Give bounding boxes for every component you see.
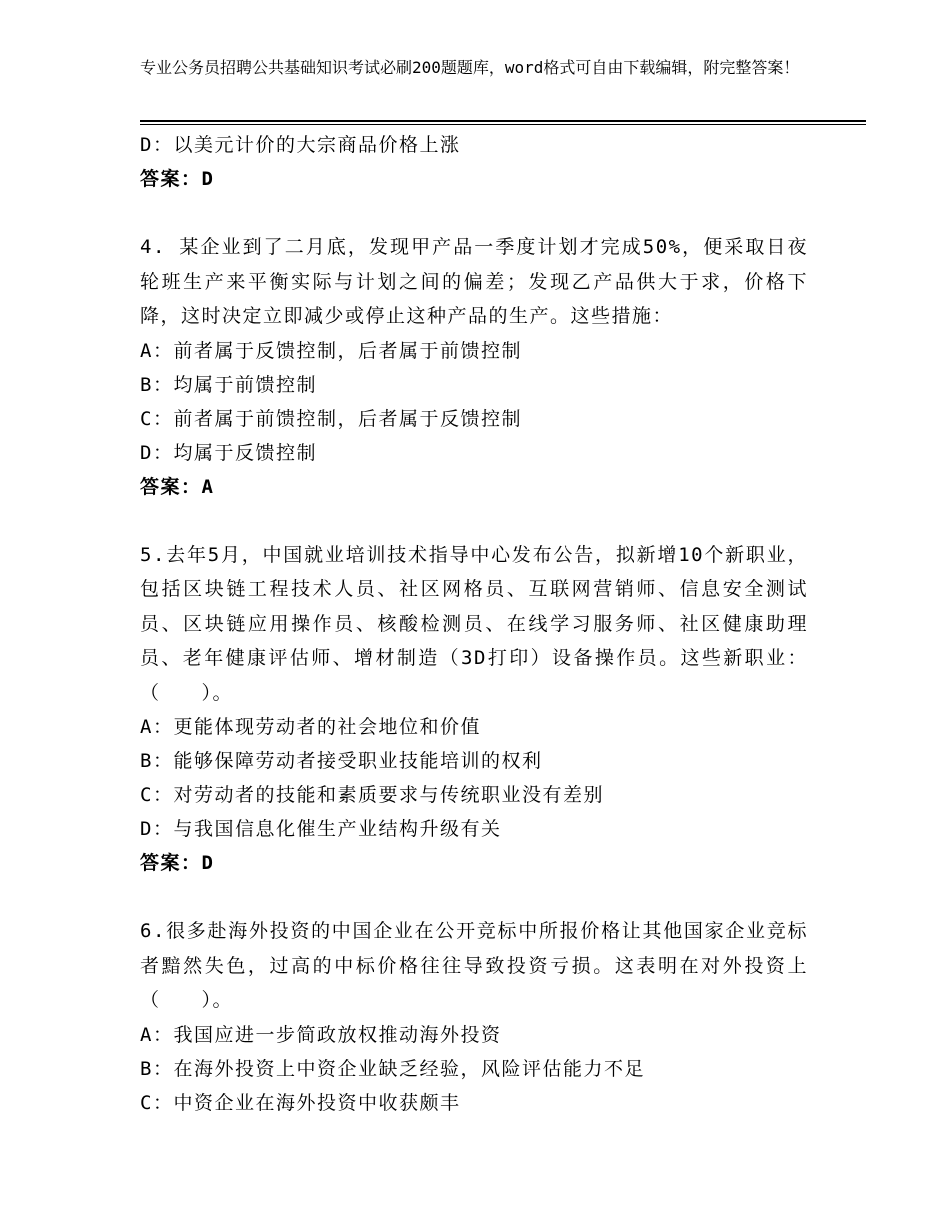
prev-answer: 答案：D [140,168,215,190]
q4-option-b: B：均属于前馈控制 [140,373,317,396]
q6-option-b: B：在海外投资上中资企业缺乏经验，风险评估能力不足 [140,1057,645,1080]
q4-option-d: D：均属于反馈控制 [140,441,317,464]
spacer [140,880,808,914]
header-rule-thick [140,120,866,122]
q6-option-c: C：中资企业在海外投资中收获颇丰 [140,1091,461,1114]
q5-option-b: B：能够保障劳动者接受职业技能培训的权利 [140,750,543,772]
q5-answer: 答案：D [140,852,215,874]
q5-stem: 5.去年5月，中国就业培训技术指导中心发布公告，拟新增10个新职业，包括区块链工程技术人员、社区网格员、互联网营销师、信息安全测试员、区块链应用操作员、核酸检测员、在线学习服务师、社区健康助理员、老年健康评估师、增材制造（3D打印）设备操作员。这些新职业：（ ）。 [140,543,808,704]
q4-option-a: A：前者属于反馈控制，后者属于前馈控制 [140,339,522,362]
q5-option-c: C：对劳动者的技能和素质要求与传统职业没有差别 [140,784,604,806]
header-rule-thin [140,124,866,125]
q5-option-a: A：更能体现劳动者的社会地位和价值 [140,716,481,738]
spacer [140,196,808,230]
question-list [140,128,808,1120]
prev-option-d: D：以美元计价的大宗商品价格上涨 [140,134,461,156]
q4-stem: 4. 某企业到了二月底，发现甲产品一季度计划才完成50%，便采取日夜轮班生产来平衡实际与计划之间的偏差；发现乙产品供大于求，价格下降，这时决定立即减少或停止这种产品的生产。这些措施： [140,236,808,327]
q6-stem: 6.很多赴海外投资的中国企业在公开竞标中所报价格让其他国家企业竞标者黯然失色，过高的中标价格往往导致投资亏损。这表明在对外投资上（ ）。 [140,920,808,1011]
spacer [140,504,808,538]
document-header: 专业公务员招聘公共基础知识考试必刷200题题库，word格式可自由下载编辑，附完整答案！ [140,58,800,77]
q4-answer: 答案：A [140,475,215,498]
q5-option-d: D：与我国信息化催生产业结构升级有关 [140,818,502,840]
q4-option-c: C：前者属于前馈控制，后者属于反馈控制 [140,407,522,430]
q6-option-a: A：我国应进一步简政放权推动海外投资 [140,1023,502,1046]
